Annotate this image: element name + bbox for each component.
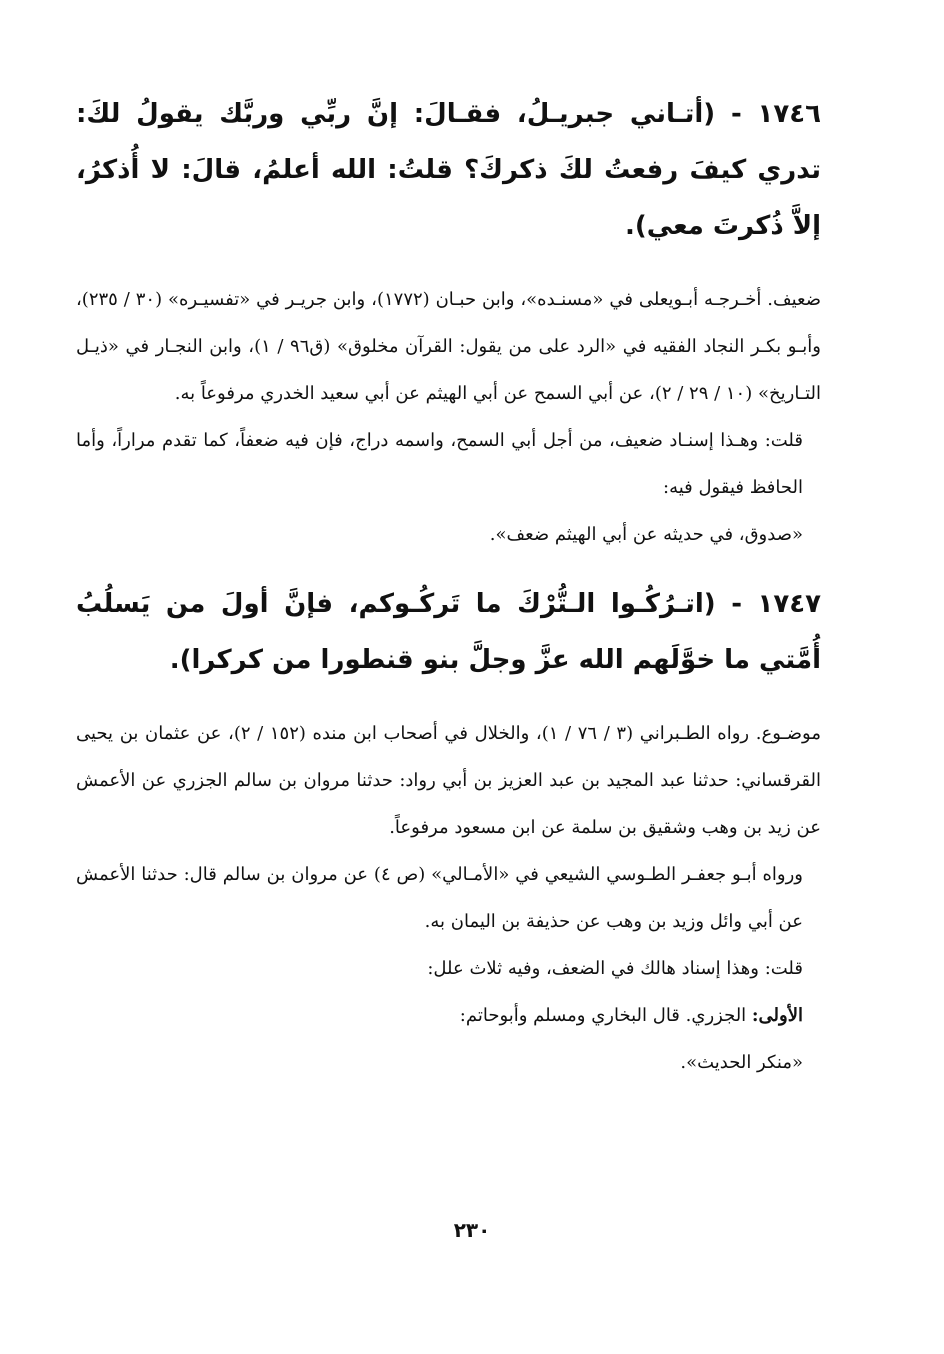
grading-1747-paragraph-2: ورواه أبـو جعفـر الطـوسي الشيعي في «الأمـالي» (ص ٤) عن مروان بن سالم قال: حدثنا الأعمش عن أبي وائل وزيد بن وهب عن حذيفة بن اليمان به. (76, 864, 803, 932)
page-content (76, 86, 821, 1086)
grading-1747-paragraph-4 (76, 992, 821, 1039)
grading-1746-paragraph-2: قلت: وهـذا إسنـاد ضعيف، من أجل أبي السمح، واسمه دراج، فإن فيه ضعفاً، كما تقدم مراراً، وأما الحافظ فيقول فيه: (76, 430, 803, 498)
first-defect-text: الجزري. قال البخاري ومسلم وأبوحاتم: (459, 1005, 752, 1026)
hadith-1746-text: ١٧٤٦ - (أتـاني جبريـلُ، فقـالَ: إنَّ ربِّي وربَّك يقولُ لكَ: تدري كيفَ رفعتُ لكَ ذكركَ؟ قلتُ: الله أعلمُ، قالَ: لا أُذكرُ، إلاَّ ذُكرتَ معي). (76, 99, 821, 241)
hadith-1747-text: ١٧٤٧ - (اتـرُكُـوا الـتُّرْكَ ما تَركُـوكم، فإنَّ أولَ من يَسلُبُ أُمَّتي ما خوَّلَهم الله عزَّ وجلَّ بنو قنطورا من كركرا). (76, 589, 821, 675)
grading-1747-paragraph-1: موضـوع. رواه الطـبراني (٣ / ٧٦ / ١)، والخلال في أصحاب ابن منده (١٥٢ / ٢)، عن عثمان بن يحيى القرقساني: حدثنا عبد المجيد بن عبد العزيز بن أبي رواد: حدثنا مروان بن سالم الجزري عن الأعمش عن زيد بن وهب وشقيق بن سلمة عن ابن مسعود مرفوعاً. (76, 723, 821, 838)
grading-1746-paragraph-1: ضعيف. أخـرجـه أبـويعلى في «مسنـده»، وابن حبـان (١٧٧٢)، وابن جريـر في «تفسيـره» (٣٠ / ٢٣٥)، وأبـو بكـر النجاد الفقيه في «الرد على من يقول: القرآن مخلوق» (ق٩٦ / ١)، وابن النجـار في «ذيـل التـاريخ» (١٠ / ٢٩ / ٢)، عن أبي السمح عن أبي الهيثم عن أبي سعيد الخدري مرفوعاً به. (76, 289, 822, 404)
grading-1747-quote: «منكر الحديث». (680, 1052, 803, 1073)
grading-1747-paragraph-3: قلت: وهذا إسناد هالك في الضعف، وفيه ثلاث علل: (427, 958, 803, 979)
grading-1746-quote: «صدوق، في حديثه عن أبي الهيثم ضعف». (489, 524, 803, 545)
first-defect-label: الأولى: (751, 1005, 803, 1026)
page-number: ٢٣٠ (453, 1218, 491, 1242)
